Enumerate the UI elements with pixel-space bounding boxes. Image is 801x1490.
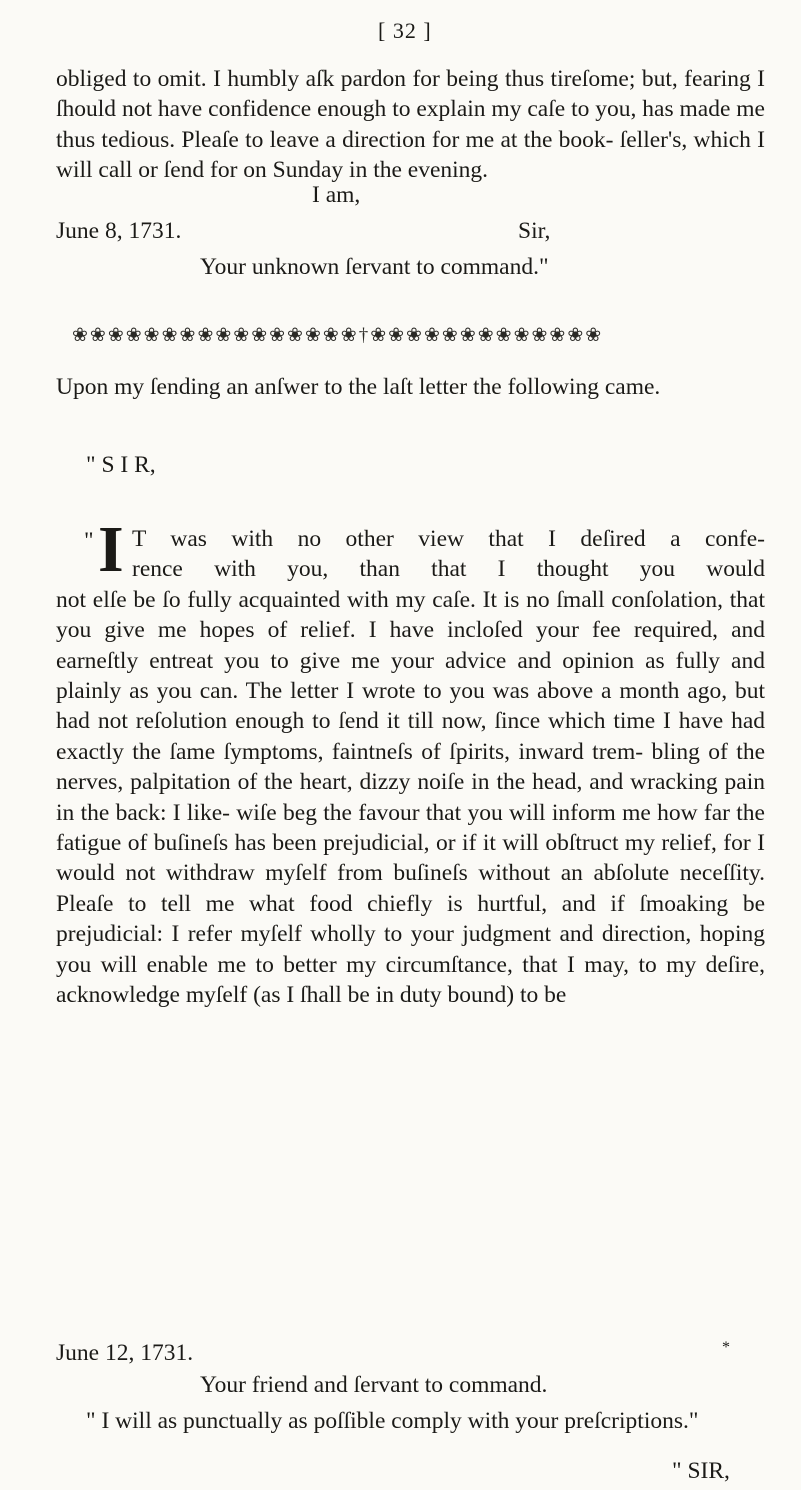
intro-paragraph: obliged to omit. I humbly aſk pardon for being thus tireſome; but, fearing I ſhould not have confidence enough to explain my caſe to you, has made me thus tedious. Pleaſe to leave a direction for me at the book- ſeller's, which I will call or ſend for on Sunday in the evening. (56, 66, 765, 184)
page-number-header: [ 32 ] (378, 18, 432, 43)
letter-line-2: rence with you, than that I thought you would (132, 556, 765, 583)
date-june-12: June 12, 1731. (56, 1340, 194, 1366)
letter-line-1: T was with no other view that I deſired a confe- (132, 526, 765, 552)
opening-quote-mark: " (84, 528, 94, 554)
closing-unknown-servant: Your unknown ſervant to command." (200, 254, 549, 280)
i-am-line: I am, (312, 182, 361, 208)
sir-salutation-close: Sir, (518, 218, 551, 244)
letter-salutation: " S I R, (86, 452, 156, 478)
date-june-8: June 8, 1731. (56, 218, 182, 244)
upon-sending-paragraph: Upon my ſending an anſwer to the laſt letter the following came. (56, 374, 661, 400)
letter-body (56, 524, 765, 1011)
closing-friend-servant: Your friend and ſervant to command. (200, 1372, 548, 1398)
letter-paragraph: not elſe be ſo fully acquainted with my caſe. It is no ſmall conſolation, that you give me hopes of relief. I have incloſed your fee required, and earneſtly entreat you to give me your advice and opinion as fully and plainly as you can. The letter I wrote to you was above a month ago, but had not reſolution enough to ſend it till now, ſince which time I have had exactly the ſame ſymptoms, faintneſs of ſpirits, inward trem- bling of the nerves, palpitation of the heart, dizzy noiſe in the head, and wracking pain in the back: I like- wiſe beg the favour that you will inform me how far the fatigue of buſineſs has been prejudicial, or if it will obſtruct my relief, for I would not withdraw myſelf from buſineſs without an abſolute neceſſity. Pleaſe to tell me what food chiefly is hurtful, and if ſmoaking be prejudicial: I refer myſelf wholly to your judgment and direction, hoping you will enable me to better my circumſtance, that I may, to my deſire, acknowledge myſelf (as I ſhall be in duty bound) to be (56, 586, 765, 1009)
drop-cap-letter: I (98, 513, 124, 586)
catchword: " SIR, (672, 1458, 730, 1484)
postscript-paragraph: " I will as punctually as poſſible comply with your preſcriptions." (86, 1408, 699, 1434)
margin-mark: * (722, 1339, 730, 1356)
ornamental-divider: ❀❀❀❀❀❀❀❀❀❀❀❀❀❀❀❀†❀❀❀❀❀❀❀❀❀❀❀❀❀ (72, 325, 604, 346)
